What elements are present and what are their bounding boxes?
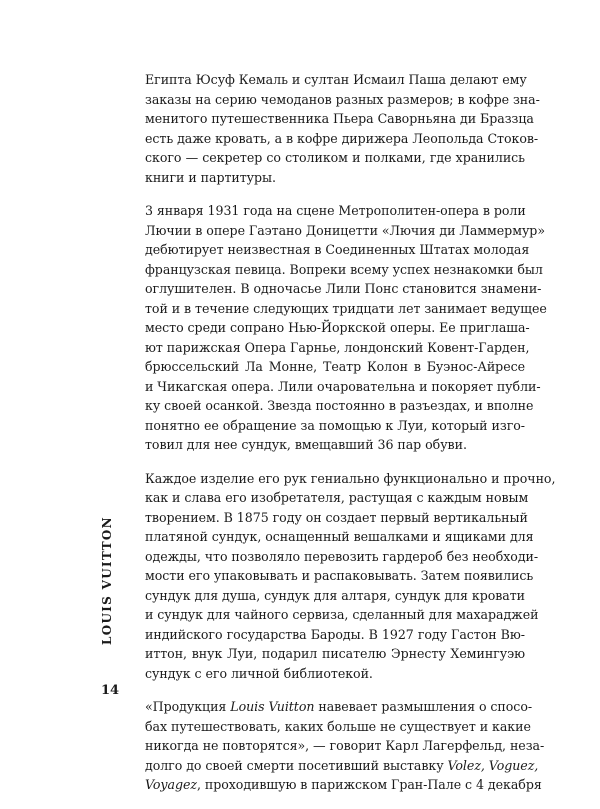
text-line: брюссельский Ла Монне, Театр Колон в Буэнос-Айресе	[145, 359, 525, 374]
text-line: мости его упаковывать и распаковывать. Затем появились	[145, 568, 534, 583]
text-line	[145, 775, 542, 795]
text-line: заказы на серию чемоданов разных размеров; в кофре зна-	[145, 91, 540, 107]
paragraph-4-quote	[145, 697, 545, 795]
exhibition-title-italic: Voyagez	[145, 777, 197, 792]
text-line	[145, 697, 533, 717]
text-line: 3 января 1931 года на сцене Метрополитен-опера в роли	[145, 203, 526, 218]
text-line: Египта Юсуф Кемаль и султан Исмаил Паша делают ему	[145, 72, 527, 87]
text-line: и Чикагская опера. Лили очаровательна и покоряет публи-	[145, 378, 541, 394]
text-line: ют парижская Опера Гарнье, лондонский Ковент-Гарден,	[145, 339, 530, 355]
text-line	[145, 717, 531, 737]
paragraph-3	[145, 469, 556, 684]
text-line: Лючии в опере Гаэтано Доницетти «Лючия ди Ламмермур»	[145, 222, 545, 238]
text-line: ского — секретер со столиком и полками, где хранились	[145, 150, 525, 165]
text-run: бах путешествовать, каких больше не существует и какие	[145, 718, 531, 734]
text-line: есть даже кровать, а в кофре дирижера Леопольда Стоков-	[145, 130, 539, 146]
text-line: как и слава его изобретателя, растущая с каждым новым	[145, 490, 529, 505]
text-line: дебютирует неизвестная в Соединенных Штатах молодая	[145, 242, 530, 257]
text-line: место среди сопрано Нью-Йоркской оперы. Ее приглаша-	[145, 320, 530, 335]
text-line: товил для нее сундук, вмещавший 36 пар обуви.	[145, 437, 467, 452]
text-line: платяной сундук, оснащенный вешалками и ящиками для	[145, 529, 534, 544]
text-line: ку своей осанкой. Звезда постоянно в разъездах, и вполне	[145, 398, 534, 413]
paragraph-1	[145, 70, 540, 187]
text-run: долго до своей смерти посетивший выставку	[145, 757, 448, 773]
text-line	[145, 756, 539, 776]
text-line: той и в течение следующих тридцати лет занимает ведущее	[145, 300, 547, 316]
text-line: индийского государства Бароды. В 1927 году Гастон Вю-	[145, 626, 525, 642]
text-line: одежды, что позволяло перевозить гардероб без необходи-	[145, 548, 539, 564]
text-line: сундук с его личной библиотекой.	[145, 665, 373, 681]
exhibition-title-italic: Volez, Voguez,	[447, 757, 539, 773]
running-head: LOUIS VUITTON	[100, 516, 114, 645]
text-run: навевает размышления о спосо-	[314, 699, 533, 714]
text-column	[145, 70, 556, 809]
text-line: иттон, внук Луи, подарил писателю Эрнесту Хемингуэю	[145, 646, 525, 661]
text-line: творением. В 1875 году он создает первый вертикальный	[145, 509, 528, 525]
text-run: никогда не повторятся», — говорит Карл Лагерфельд, неза-	[145, 738, 545, 753]
brand-name-italic: Louis Vuitton	[230, 699, 315, 714]
text-line: менитого путешественника Пьера Саворньяна ди Браззца	[145, 111, 534, 126]
text-line: оглушителен. В одночасье Лили Понс становится знамени-	[145, 281, 542, 296]
text-run: , проходившую в парижском Гран-Пале с 4 декабря	[196, 777, 542, 792]
text-run: «Продукция	[145, 699, 231, 714]
text-line: сундук для душа, сундук для алтаря, сундук для кровати	[145, 587, 525, 603]
text-line: и сундук для чайного сервиза, сделанный для махараджей	[145, 607, 539, 622]
text-line	[145, 736, 545, 756]
paragraph-2	[145, 201, 547, 455]
text-line: французская певица. Вопреки всему успех незнакомки был	[145, 261, 543, 277]
page-number: 14	[101, 683, 120, 698]
text-line: понятно ее обращение за помощью к Луи, который изго-	[145, 417, 525, 433]
text-line: Каждое изделие его рук гениально функционально и прочно,	[145, 470, 556, 486]
text-line: книги и партитуры.	[145, 169, 276, 185]
